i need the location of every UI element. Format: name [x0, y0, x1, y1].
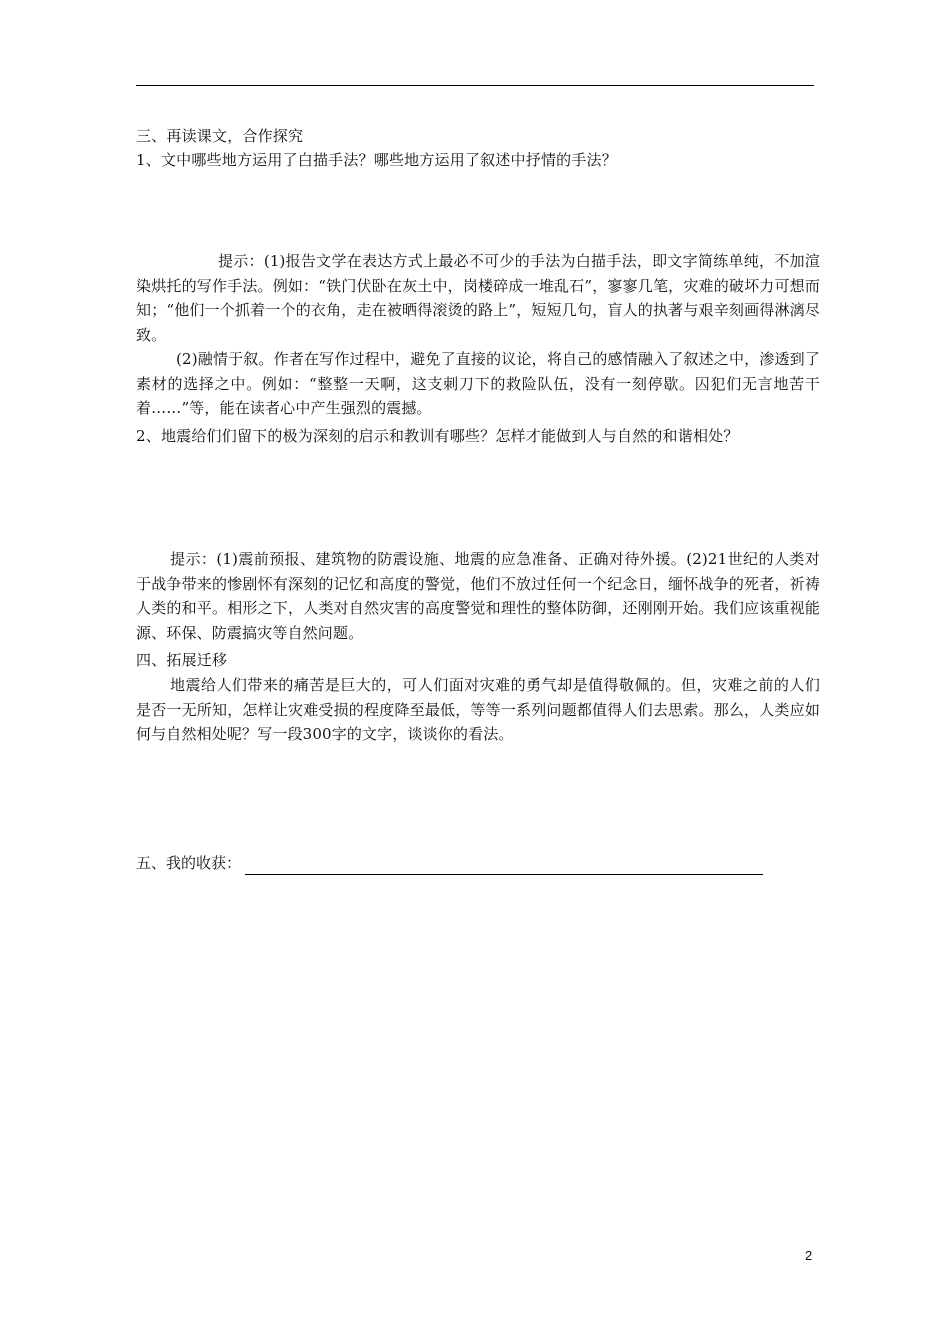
hint1-paragraph-1: 提示：(1)报告文学在表达方式上最必不可少的手法为白描手法，即文字简练单纯，不加渲染烘托的写作手法。例如：“铁门伏卧在灰土中，岗楼碎成一堆乱石”，寥寥几笔，灾难的破坏力可想而知；“他们一个抓着一个的衣角，走在被晒得滚烫的路上”，短短几句，盲人的执著与艰辛刻画得淋漓尽致。	[136, 252, 820, 344]
header-rule	[136, 85, 814, 86]
section3-heading: 三、再读课文，合作探究	[136, 127, 304, 145]
section4-heading: 四、拓展迁移	[136, 651, 228, 669]
question-2: 2、地震给们们留下的极为深刻的启示和教训有哪些？怎样才能做到人与自然的和谐相处？	[136, 427, 739, 445]
harvest-answer-line[interactable]	[245, 858, 763, 875]
section4-body: 地震给人们带来的痛苦是巨大的，可人们面对灾难的勇气却是值得敬佩的。但，灾难之前的人们是否一无所知，怎样让灾难受损的程度降至最低，等等一系列问题都值得人们去思索。那么，人类应如何与自然相处呢？写一段300字的文字，谈谈你的看法。	[136, 676, 820, 743]
harvest-row	[136, 851, 763, 875]
hint2-paragraph: 提示：(1)震前预报、建筑物的防震设施、地震的应急准备、正确对待外援。(2)21世纪的人类对于战争带来的惨剧怀有深刻的记忆和高度的警觉，他们不放过任何一个纪念日，缅怀战争的死者，祈祷人类的和平。相形之下，人类对自然灾害的高度警觉和理性的整体防御，还刚刚开始。我们应该重视能源、环保、防震搞灾等自然问题。	[136, 550, 820, 642]
hint1-paragraph-2: (2)融情于叙。作者在写作过程中，避免了直接的议论，将自己的感情融入了叙述之中，渗透到了素材的选择之中。例如：“整整一天啊，这支刺刀下的救险队伍，没有一刻停歇。囚犯们无言地苦干着……”等，能在读者心中产生强烈的震撼。	[136, 350, 820, 417]
page-number: 2	[805, 1248, 813, 1263]
question-1: 1、文中哪些地方运用了白描手法？哪些地方运用了叙述中抒情的手法？	[136, 151, 617, 169]
section5-label: 五、我的收获：	[136, 854, 242, 872]
